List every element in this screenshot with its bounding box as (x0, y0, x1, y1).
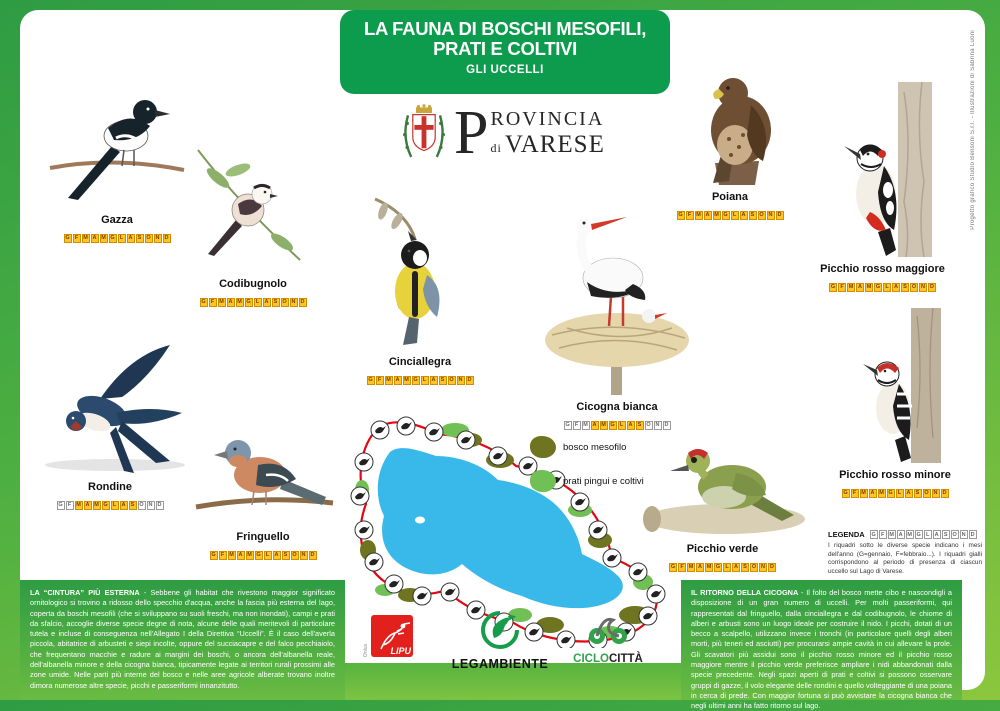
month-box: A (627, 421, 635, 430)
month-box: D (768, 563, 776, 572)
month-box: A (127, 234, 135, 243)
month-box: A (430, 376, 438, 385)
month-box: G (413, 377, 418, 383)
month-box: G (843, 490, 848, 496)
legambiente-logo (448, 610, 552, 671)
legambiente-swan-icon (480, 610, 520, 650)
title-box (340, 10, 670, 94)
month-box: A (897, 530, 905, 539)
month-box: N (932, 489, 940, 498)
month-box: G (246, 299, 251, 305)
month-box: S (439, 376, 447, 385)
codibugnolo-illustration (178, 142, 328, 272)
month-box: A (591, 421, 599, 430)
article-left-body: - Sebbene gli habitat che rivestono maggior significato ornitologico si trovino a ridosso dello specchio d'acqua, anche la fascia più esterna del lago, coperta da boschi mesofili (che si sviluppano su suoli freschi, ma non inondati), campi e prati da sfalcio, accoglie diverse specie degne di nota, alcune delle quali meritevoli di particolare tutela e incluse di conseguenza nell'Allegato I della Direttiva “Uccelli”. È il caso dell'averla piccola, abitatrice di arbusteti e siepi incolte, oppure del succiacapre e del falco pecchiaiolo, che frequentano macchie e radure ai margini dei boschi, o ancora dell'albanella reale, dell'albanella minore e della cicogna bianca, tipicamente legate ai territori rurali prossimi alle zone umide. Nelle parti più interne del bosco e nelle aree agricole alberate trovano inoltre dimora numerose altre specie, picchi e passeriformi innanzitutto. (30, 588, 335, 690)
provincia-line1: ROVINCIA (490, 107, 605, 130)
month-box: A (740, 211, 748, 220)
month-box: G (58, 502, 63, 508)
poster-title-line2: PRATI E COLTIVI (433, 37, 577, 59)
month-box: M (247, 552, 252, 558)
lipu-label: LIPU (390, 646, 411, 656)
month-box: F (851, 489, 859, 498)
article-right-heading: IL RITORNO DELLA CICOGNA (691, 588, 799, 597)
month-box: A (905, 489, 913, 498)
fringuello-illustration (188, 395, 338, 525)
month-box: D (941, 489, 949, 498)
bird-picchio-verde (640, 425, 805, 573)
month-box: L (254, 298, 262, 307)
month-box: G (830, 284, 836, 290)
month-box: O (646, 422, 651, 428)
month-box: M (848, 284, 854, 290)
month-box: N (300, 551, 308, 560)
month-box: F (838, 283, 846, 292)
month-box: M (706, 564, 712, 570)
month-box: D (163, 234, 171, 243)
month-box: D (466, 376, 474, 385)
month-box: G (256, 552, 261, 558)
month-box: O (751, 564, 757, 570)
month-box: A (856, 283, 864, 292)
month-box: N (919, 283, 927, 292)
month-box: N (654, 421, 662, 430)
month-box: F (879, 530, 887, 539)
month-box: A (732, 563, 740, 572)
bird-fringuello (188, 395, 338, 561)
month-box: D (299, 298, 307, 307)
bird-picchio-rosso-minore (815, 308, 975, 499)
month-box: D (156, 501, 164, 510)
month-box: M (866, 284, 872, 290)
month-box: G (871, 531, 876, 538)
poster-subtitle: GLI UCCELLI (466, 63, 544, 76)
month-box: A (704, 211, 712, 220)
bird-name: Picchio rosso maggiore (820, 263, 945, 275)
provincia-coat-of-arms-icon (400, 100, 448, 166)
month-box: L (731, 211, 739, 220)
month-box: S (136, 234, 144, 243)
month-box: G (610, 422, 615, 428)
month-box: M (83, 235, 88, 241)
bird-codibugnolo (178, 142, 328, 308)
month-box: M (101, 235, 106, 241)
month-box: A (120, 501, 128, 510)
month-box: G (103, 502, 108, 508)
month-box: O (759, 212, 764, 218)
month-box: S (942, 530, 950, 539)
month-box: F (209, 298, 217, 307)
month-box: M (861, 490, 866, 496)
legend-body-text: I riquadri sotto le diverse specie indicano i mesi dell'anno (G=gennaio, F=febbraio...). I riquadri gialli corrispondono al periodo di presenza di ciascun uccello sul Lago di Varese. (828, 542, 982, 575)
month-box: A (237, 551, 245, 560)
provincia-initial: P (454, 98, 489, 167)
picchio-verde-illustration (640, 425, 805, 537)
month-box: S (282, 551, 290, 560)
month-box: G (65, 235, 70, 241)
months-bar (64, 234, 171, 243)
month-box: N (767, 211, 775, 220)
month-box: A (869, 489, 877, 498)
month-box: O (924, 490, 929, 496)
month-box: F (66, 501, 74, 510)
month-box: F (573, 421, 581, 430)
map-legend-prati: prati pingui e coltivi (530, 470, 644, 492)
legambiente-label: LEGAMBIENTE (451, 657, 549, 671)
month-box: A (933, 530, 941, 539)
month-box: F (219, 551, 227, 560)
month-box: L (896, 489, 904, 498)
month-box: A (273, 551, 281, 560)
provincia-varese-logo (400, 94, 630, 172)
provincia-line2: di VARESE (490, 130, 605, 158)
bird-cinciallegra (345, 195, 495, 386)
month-box: G (670, 564, 676, 570)
month-box: L (421, 376, 429, 385)
month-box: M (907, 531, 912, 538)
credits-text: Progetto grafico Studio Bensoni S.r.l. - Illustrazioni di Sabrina Luoni (970, 30, 976, 230)
month-box: S (901, 283, 909, 292)
bosco-mesofilo-swatch (530, 436, 556, 458)
month-box: A (84, 501, 92, 510)
month-box: O (139, 502, 144, 508)
bird-rondine (30, 335, 190, 511)
bird-name: Picchio verde (686, 543, 759, 555)
month-box: M (583, 422, 588, 428)
month-box: F (686, 211, 694, 220)
bird-name: Cinciallegra (388, 356, 452, 368)
bird-name: Cicogna bianca (576, 401, 658, 413)
legend-box (828, 530, 982, 577)
cicogna-bianca-illustration (527, 200, 707, 395)
months-bar (677, 211, 784, 220)
month-box: M (386, 377, 391, 383)
month-box: A (91, 234, 99, 243)
month-box: O (292, 552, 297, 558)
month-box: M (404, 377, 409, 383)
month-box: O (449, 377, 454, 383)
month-box: G (368, 377, 373, 383)
article-right-body: - Il folto del bosco mette cibo e nascondigli a disposizione di un gran numero di uccelli. Per molti passeriformi, qui rappresentati dal fringuello, dalla cinciallegra e dal codibugnolo, le chiome di alberi e arbusti sono un luogo ideale per costruire il nido. I picchi, dotati di un becco a scalpello, utilizzano invece i tronchi (in particolare quelli degli alberi morti, più teneri ed asciutti) per procurarsi ampie cavità in cui allevare la prole. Gli scavatori più assidui sono il picchio rosso minore ed il picchio rosso maggiore mentre il picchio verde preferisce ampliare i nidi abbandonati dalla specie precedente. Negli spazi aperti di prati e coltivi si possono osservare gruppi di gazze, il volo elegante delle rondini e quello volteggiante di una poiana in cerca di prede. Con maggior fortuna si può avvistare la cicogna bianca che negli ultimi anni ha fatto ritorno sul lago. (691, 588, 952, 711)
month-box: A (696, 563, 704, 572)
month-box: G (888, 490, 893, 496)
month-box: L (111, 501, 119, 510)
month-box: A (263, 298, 271, 307)
picchio-rosso-minore-illustration (815, 308, 975, 463)
lake-islet (415, 517, 425, 524)
poiana-illustration (655, 35, 805, 185)
months-bar (669, 563, 776, 572)
month-box: M (601, 422, 606, 428)
month-box: D (663, 421, 671, 430)
rondine-illustration (30, 335, 190, 475)
month-box: N (960, 530, 968, 539)
month-box: N (147, 501, 155, 510)
months-bar (57, 501, 164, 510)
month-box: M (76, 502, 81, 508)
month-box: S (636, 421, 644, 430)
month-box: N (759, 563, 767, 572)
month-box: M (219, 299, 224, 305)
month-box: N (290, 298, 298, 307)
article-cintura-esterna (20, 580, 345, 700)
month-box: M (714, 212, 719, 218)
picchio-rosso-maggiore-illustration (800, 82, 965, 257)
month-box: L (723, 563, 731, 572)
month-box: D (309, 551, 317, 560)
ciclocitta-logo (558, 610, 658, 665)
bird-cicogna-bianca (527, 200, 707, 431)
month-box: F (73, 234, 81, 243)
month-box: A (394, 376, 402, 385)
month-box: G (723, 212, 728, 218)
bird-picchio-rosso-maggiore (800, 82, 965, 293)
ciclocitta-label: CICLOCITTÀ (573, 653, 643, 665)
bird-name: Codibugnolo (219, 278, 287, 290)
month-box: G (201, 299, 206, 305)
month-box: F (678, 563, 686, 572)
month-box: S (129, 501, 137, 510)
month-box: G (875, 284, 881, 290)
month-box: O (146, 235, 151, 241)
bird-name: Gazza (101, 214, 133, 226)
month-box: G (110, 235, 115, 241)
article-left-heading: LA “CINTURA” PIÙ ESTERNA (30, 588, 140, 597)
month-box: G (565, 422, 570, 428)
article-ritorno-cicogna (681, 580, 962, 711)
lipu-logo (363, 615, 413, 657)
month-box: F (376, 376, 384, 385)
month-box: O (282, 299, 287, 305)
month-box: M (237, 299, 242, 305)
cinciallegra-illustration (345, 195, 495, 350)
months-bar (829, 283, 936, 292)
bird-name: Poiana (711, 191, 749, 203)
month-box: A (892, 283, 900, 292)
month-box: S (749, 211, 757, 220)
month-box: N (154, 234, 162, 243)
bird-poiana (655, 35, 805, 221)
bird-gazza (42, 48, 192, 244)
month-box: G (211, 552, 216, 558)
month-box: M (229, 552, 234, 558)
months-bar (210, 551, 317, 560)
month-box: L (264, 551, 272, 560)
month-box: N (457, 376, 465, 385)
month-box: A (227, 298, 235, 307)
months-bar (842, 489, 949, 498)
month-box: M (696, 212, 701, 218)
lipu-side-text: Onlus (363, 643, 369, 657)
month-box: G (916, 531, 921, 538)
month-box: G (715, 564, 721, 570)
bird-name: Fringuello (236, 531, 290, 543)
month-box: D (776, 211, 784, 220)
month-box: M (889, 531, 894, 538)
months-bar (200, 298, 307, 307)
legend-months-bar (870, 530, 977, 539)
bird-name: Picchio rosso minore (839, 469, 951, 481)
months-bar (367, 376, 474, 385)
month-box: M (94, 502, 99, 508)
month-box: L (883, 283, 891, 292)
month-box: G (678, 212, 683, 218)
month-box: S (914, 489, 922, 498)
map-legend-bosco: bosco mesofilo (530, 436, 644, 458)
legend-title: LEGENDA (828, 530, 865, 539)
map-legend (530, 436, 644, 504)
month-box: L (618, 421, 626, 430)
month-box: D (969, 530, 977, 539)
prati-pingui-swatch (530, 470, 556, 492)
month-box: S (272, 298, 280, 307)
month-box: S (741, 563, 749, 572)
bird-name: Rondine (88, 481, 132, 493)
ciclocitta-bicycle-icon (585, 610, 631, 646)
lipu-box (371, 615, 413, 657)
month-box: L (924, 530, 932, 539)
month-box: M (688, 564, 694, 570)
month-box: O (911, 284, 917, 290)
month-box: O (952, 531, 957, 538)
poster-title-line1: LA FAUNA DI BOSCHI MESOFILI, (363, 18, 647, 39)
month-box: D (928, 283, 936, 292)
gazza-illustration (42, 48, 192, 208)
month-box: L (118, 234, 126, 243)
month-box: M (879, 490, 884, 496)
